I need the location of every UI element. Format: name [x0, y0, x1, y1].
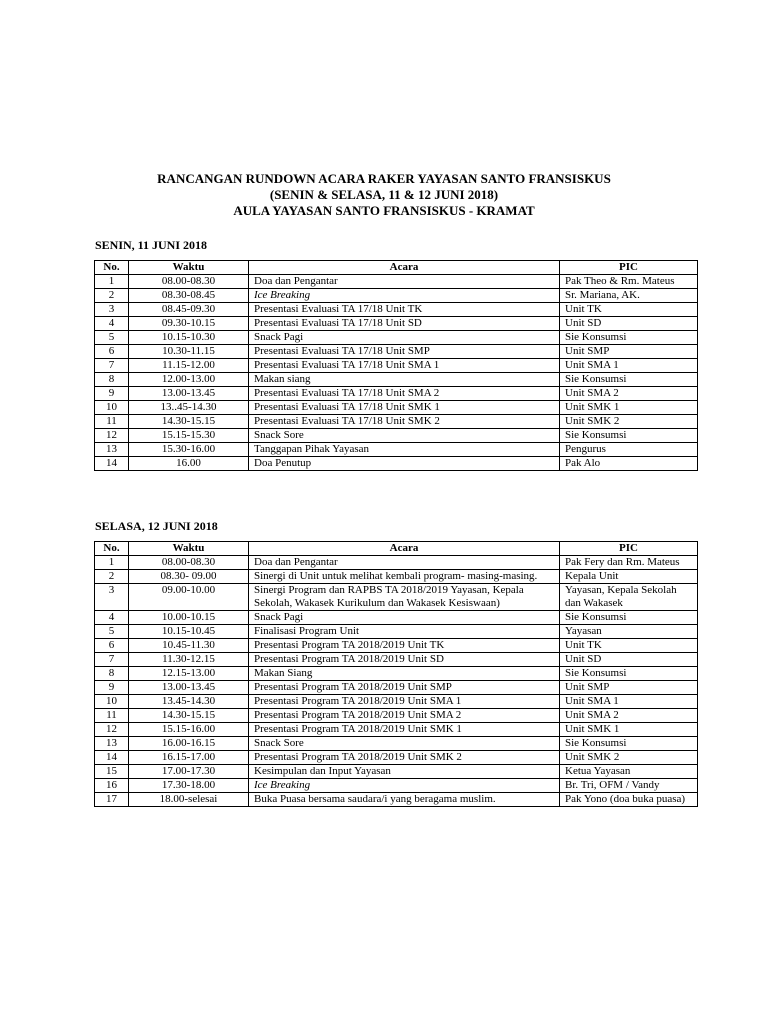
row-no: 5: [95, 625, 129, 639]
row-no: 13: [95, 443, 129, 457]
row-pic: Sie Konsumsi: [560, 611, 698, 625]
row-acara: Presentasi Program TA 2018/2019 Unit SD: [249, 653, 560, 667]
row-waktu: 17.00-17.30: [129, 765, 249, 779]
table-row: [95, 401, 698, 415]
row-pic: Sie Konsumsi: [560, 737, 698, 751]
row-waktu: 16.15-17.00: [129, 751, 249, 765]
row-pic: Unit SMK 1: [560, 401, 698, 415]
row-pic: Yayasan: [560, 625, 698, 639]
row-waktu: 10.30-11.15: [129, 345, 249, 359]
row-acara: Presentasi Evaluasi TA 17/18 Unit SD: [249, 317, 560, 331]
row-no: 12: [95, 429, 129, 443]
row-acara: Presentasi Evaluasi TA 17/18 Unit SMK 1: [249, 401, 560, 415]
day1-heading: SENIN, 11 JUNI 2018: [95, 238, 208, 252]
row-pic: Pak Theo & Rm. Mateus: [560, 275, 698, 289]
row-acara: Makan Siang: [249, 667, 560, 681]
header-acara: Acara: [249, 261, 560, 275]
table-row: [95, 625, 698, 639]
row-acara: Ice Breaking: [249, 289, 560, 303]
row-pic: Sie Konsumsi: [560, 331, 698, 345]
row-waktu: 17.30-18.00: [129, 779, 249, 793]
table-row: [95, 765, 698, 779]
row-acara: Presentasi Program TA 2018/2019 Unit SMA 2: [249, 709, 560, 723]
table-row: [95, 331, 698, 345]
row-pic: Unit SMA 2: [560, 387, 698, 401]
table-row: [95, 443, 698, 457]
row-acara: Ice Breaking: [249, 779, 560, 793]
row-acara: Buka Puasa bersama saudara/i yang beragama muslim.: [249, 793, 560, 807]
row-no: 2: [95, 289, 129, 303]
row-no: 6: [95, 639, 129, 653]
row-pic: Unit SMP: [560, 345, 698, 359]
row-pic: Unit TK: [560, 303, 698, 317]
row-no: 9: [95, 387, 129, 401]
row-pic: Kepala Unit: [560, 570, 698, 584]
row-pic: Sr. Mariana, AK.: [560, 289, 698, 303]
row-no: 11: [95, 415, 129, 429]
row-waktu: 11.30-12.15: [129, 653, 249, 667]
row-no: 10: [95, 401, 129, 415]
row-pic: Unit SMP: [560, 681, 698, 695]
row-acara: Presentasi Evaluasi TA 17/18 Unit SMA 2: [249, 387, 560, 401]
row-pic: Unit TK: [560, 639, 698, 653]
row-pic: Unit SMA 1: [560, 359, 698, 373]
row-acara: Presentasi Evaluasi TA 17/18 Unit SMP: [249, 345, 560, 359]
row-no: 12: [95, 723, 129, 737]
title-line-1: RANCANGAN RUNDOWN ACARA RAKER YAYASAN SANTO FRANSISKUS: [157, 171, 611, 186]
row-pic: Unit SMK 2: [560, 415, 698, 429]
row-waktu: 10.15-10.45: [129, 625, 249, 639]
table-row: [95, 289, 698, 303]
row-waktu: 08.00-08.30: [129, 556, 249, 570]
header-acara: Acara: [249, 542, 560, 556]
row-acara: Presentasi Program TA 2018/2019 Unit SMA 1: [249, 695, 560, 709]
title-line-3: AULA YAYASAN SANTO FRANSISKUS - KRAMAT: [233, 203, 535, 218]
row-acara: Snack Pagi: [249, 331, 560, 345]
row-waktu: 13.00-13.45: [129, 681, 249, 695]
table-row: [95, 303, 698, 317]
table-row: [95, 723, 698, 737]
row-pic: Sie Konsumsi: [560, 667, 698, 681]
table-row: [95, 429, 698, 443]
row-no: 8: [95, 373, 129, 387]
row-waktu: 13..45-14.30: [129, 401, 249, 415]
table-row: [95, 457, 698, 471]
row-waktu: 16.00-16.15: [129, 737, 249, 751]
row-acara: Presentasi Evaluasi TA 17/18 Unit SMK 2: [249, 415, 560, 429]
row-acara: Doa dan Pengantar: [249, 556, 560, 570]
row-acara: Presentasi Program TA 2018/2019 Unit SMK 2: [249, 751, 560, 765]
header-no: No.: [95, 542, 129, 556]
day1-schedule-table: [94, 260, 698, 471]
row-no: 8: [95, 667, 129, 681]
header-waktu: Waktu: [129, 261, 249, 275]
row-acara: Sinergi di Unit untuk melihat kembali program- masing-masing.: [249, 570, 560, 584]
row-acara: Snack Sore: [249, 737, 560, 751]
row-no: 5: [95, 331, 129, 345]
row-waktu: 14.30-15.15: [129, 709, 249, 723]
row-pic: Unit SD: [560, 653, 698, 667]
row-no: 1: [95, 275, 129, 289]
table-row: [95, 793, 698, 807]
row-no: 17: [95, 793, 129, 807]
header-no: No.: [95, 261, 129, 275]
row-no: 14: [95, 751, 129, 765]
row-pic: Unit SMA 1: [560, 695, 698, 709]
row-no: 2: [95, 570, 129, 584]
table-row: [95, 653, 698, 667]
row-pic: Sie Konsumsi: [560, 373, 698, 387]
row-waktu: 10.15-10.30: [129, 331, 249, 345]
table-row: [95, 387, 698, 401]
header-waktu: Waktu: [129, 542, 249, 556]
row-waktu: 13.00-13.45: [129, 387, 249, 401]
row-acara: Finalisasi Program Unit: [249, 625, 560, 639]
row-waktu: 15.15-15.30: [129, 429, 249, 443]
header-pic: PIC: [560, 542, 698, 556]
row-no: 7: [95, 359, 129, 373]
row-acara: Presentasi Evaluasi TA 17/18 Unit SMA 1: [249, 359, 560, 373]
row-waktu: 16.00: [129, 457, 249, 471]
row-waktu: 18.00-selesai: [129, 793, 249, 807]
row-acara: Sinergi Program dan RAPBS TA 2018/2019 Yayasan, Kepala Sekolah, Wakasek Kurikulum dan Wakasek Kesiswaan): [249, 584, 560, 611]
header-pic: PIC: [560, 261, 698, 275]
row-acara: Presentasi Program TA 2018/2019 Unit SMP: [249, 681, 560, 695]
document-title: [0, 171, 768, 219]
table-row: [95, 695, 698, 709]
table-row: [95, 584, 698, 611]
day2-schedule-table: [94, 541, 698, 807]
row-waktu: 12.15-13.00: [129, 667, 249, 681]
row-pic: Unit SMK 2: [560, 751, 698, 765]
row-waktu: 10.00-10.15: [129, 611, 249, 625]
table-row: [95, 570, 698, 584]
row-pic: Pak Yono (doa buka puasa): [560, 793, 698, 807]
row-waktu: 09.30-10.15: [129, 317, 249, 331]
table-row: [95, 556, 698, 570]
day2-heading: SELASA, 12 JUNI 2018: [95, 519, 218, 533]
row-waktu: 08.45-09.30: [129, 303, 249, 317]
row-no: 14: [95, 457, 129, 471]
row-no: 6: [95, 345, 129, 359]
row-waktu: 12.00-13.00: [129, 373, 249, 387]
row-waktu: 08.30-08.45: [129, 289, 249, 303]
row-acara: Kesimpulan dan Input Yayasan: [249, 765, 560, 779]
row-waktu: 08.00-08.30: [129, 275, 249, 289]
table-row: [95, 751, 698, 765]
table-row: [95, 345, 698, 359]
row-waktu: 15.30-16.00: [129, 443, 249, 457]
row-pic: Br. Tri, OFM / Vandy: [560, 779, 698, 793]
table-row: [95, 667, 698, 681]
row-no: 1: [95, 556, 129, 570]
row-no: 9: [95, 681, 129, 695]
row-acara: Snack Pagi: [249, 611, 560, 625]
row-no: 15: [95, 765, 129, 779]
row-waktu: 10.45-11.30: [129, 639, 249, 653]
row-acara: Doa Penutup: [249, 457, 560, 471]
table-row: [95, 639, 698, 653]
row-waktu: 09.00-10.00: [129, 584, 249, 611]
table-row: [95, 275, 698, 289]
title-line-2: (SENIN & SELASA, 11 & 12 JUNI 2018): [269, 187, 499, 202]
row-pic: Yayasan, Kepala Sekolah dan Wakasek: [560, 584, 698, 611]
table-row: [95, 317, 698, 331]
table-header-row: [95, 261, 698, 275]
row-acara: Snack Sore: [249, 429, 560, 443]
row-acara: Presentasi Program TA 2018/2019 Unit SMK 1: [249, 723, 560, 737]
row-no: 4: [95, 317, 129, 331]
row-pic: Pak Fery dan Rm. Mateus: [560, 556, 698, 570]
table-row: [95, 611, 698, 625]
row-acara: Presentasi Evaluasi TA 17/18 Unit TK: [249, 303, 560, 317]
table-row: [95, 681, 698, 695]
table-row: [95, 779, 698, 793]
row-no: 13: [95, 737, 129, 751]
table-row: [95, 737, 698, 751]
row-pic: Pak Alo: [560, 457, 698, 471]
row-pic: Unit SMA 2: [560, 709, 698, 723]
row-acara: Doa dan Pengantar: [249, 275, 560, 289]
row-no: 7: [95, 653, 129, 667]
row-no: 16: [95, 779, 129, 793]
row-no: 3: [95, 303, 129, 317]
row-pic: Sie Konsumsi: [560, 429, 698, 443]
row-pic: Unit SD: [560, 317, 698, 331]
row-no: 4: [95, 611, 129, 625]
table-row: [95, 359, 698, 373]
table-header-row: [95, 542, 698, 556]
row-no: 11: [95, 709, 129, 723]
row-acara: Tanggapan Pihak Yayasan: [249, 443, 560, 457]
row-acara: Presentasi Program TA 2018/2019 Unit TK: [249, 639, 560, 653]
row-waktu: 08.30- 09.00: [129, 570, 249, 584]
table-row: [95, 709, 698, 723]
table-row: [95, 373, 698, 387]
row-pic: Pengurus: [560, 443, 698, 457]
row-no: 10: [95, 695, 129, 709]
row-pic: Ketua Yayasan: [560, 765, 698, 779]
row-pic: Unit SMK 1: [560, 723, 698, 737]
row-waktu: 14.30-15.15: [129, 415, 249, 429]
row-waktu: 13.45-14.30: [129, 695, 249, 709]
row-no: 3: [95, 584, 129, 611]
table-row: [95, 415, 698, 429]
row-waktu: 15.15-16.00: [129, 723, 249, 737]
row-acara: Makan siang: [249, 373, 560, 387]
row-waktu: 11.15-12.00: [129, 359, 249, 373]
